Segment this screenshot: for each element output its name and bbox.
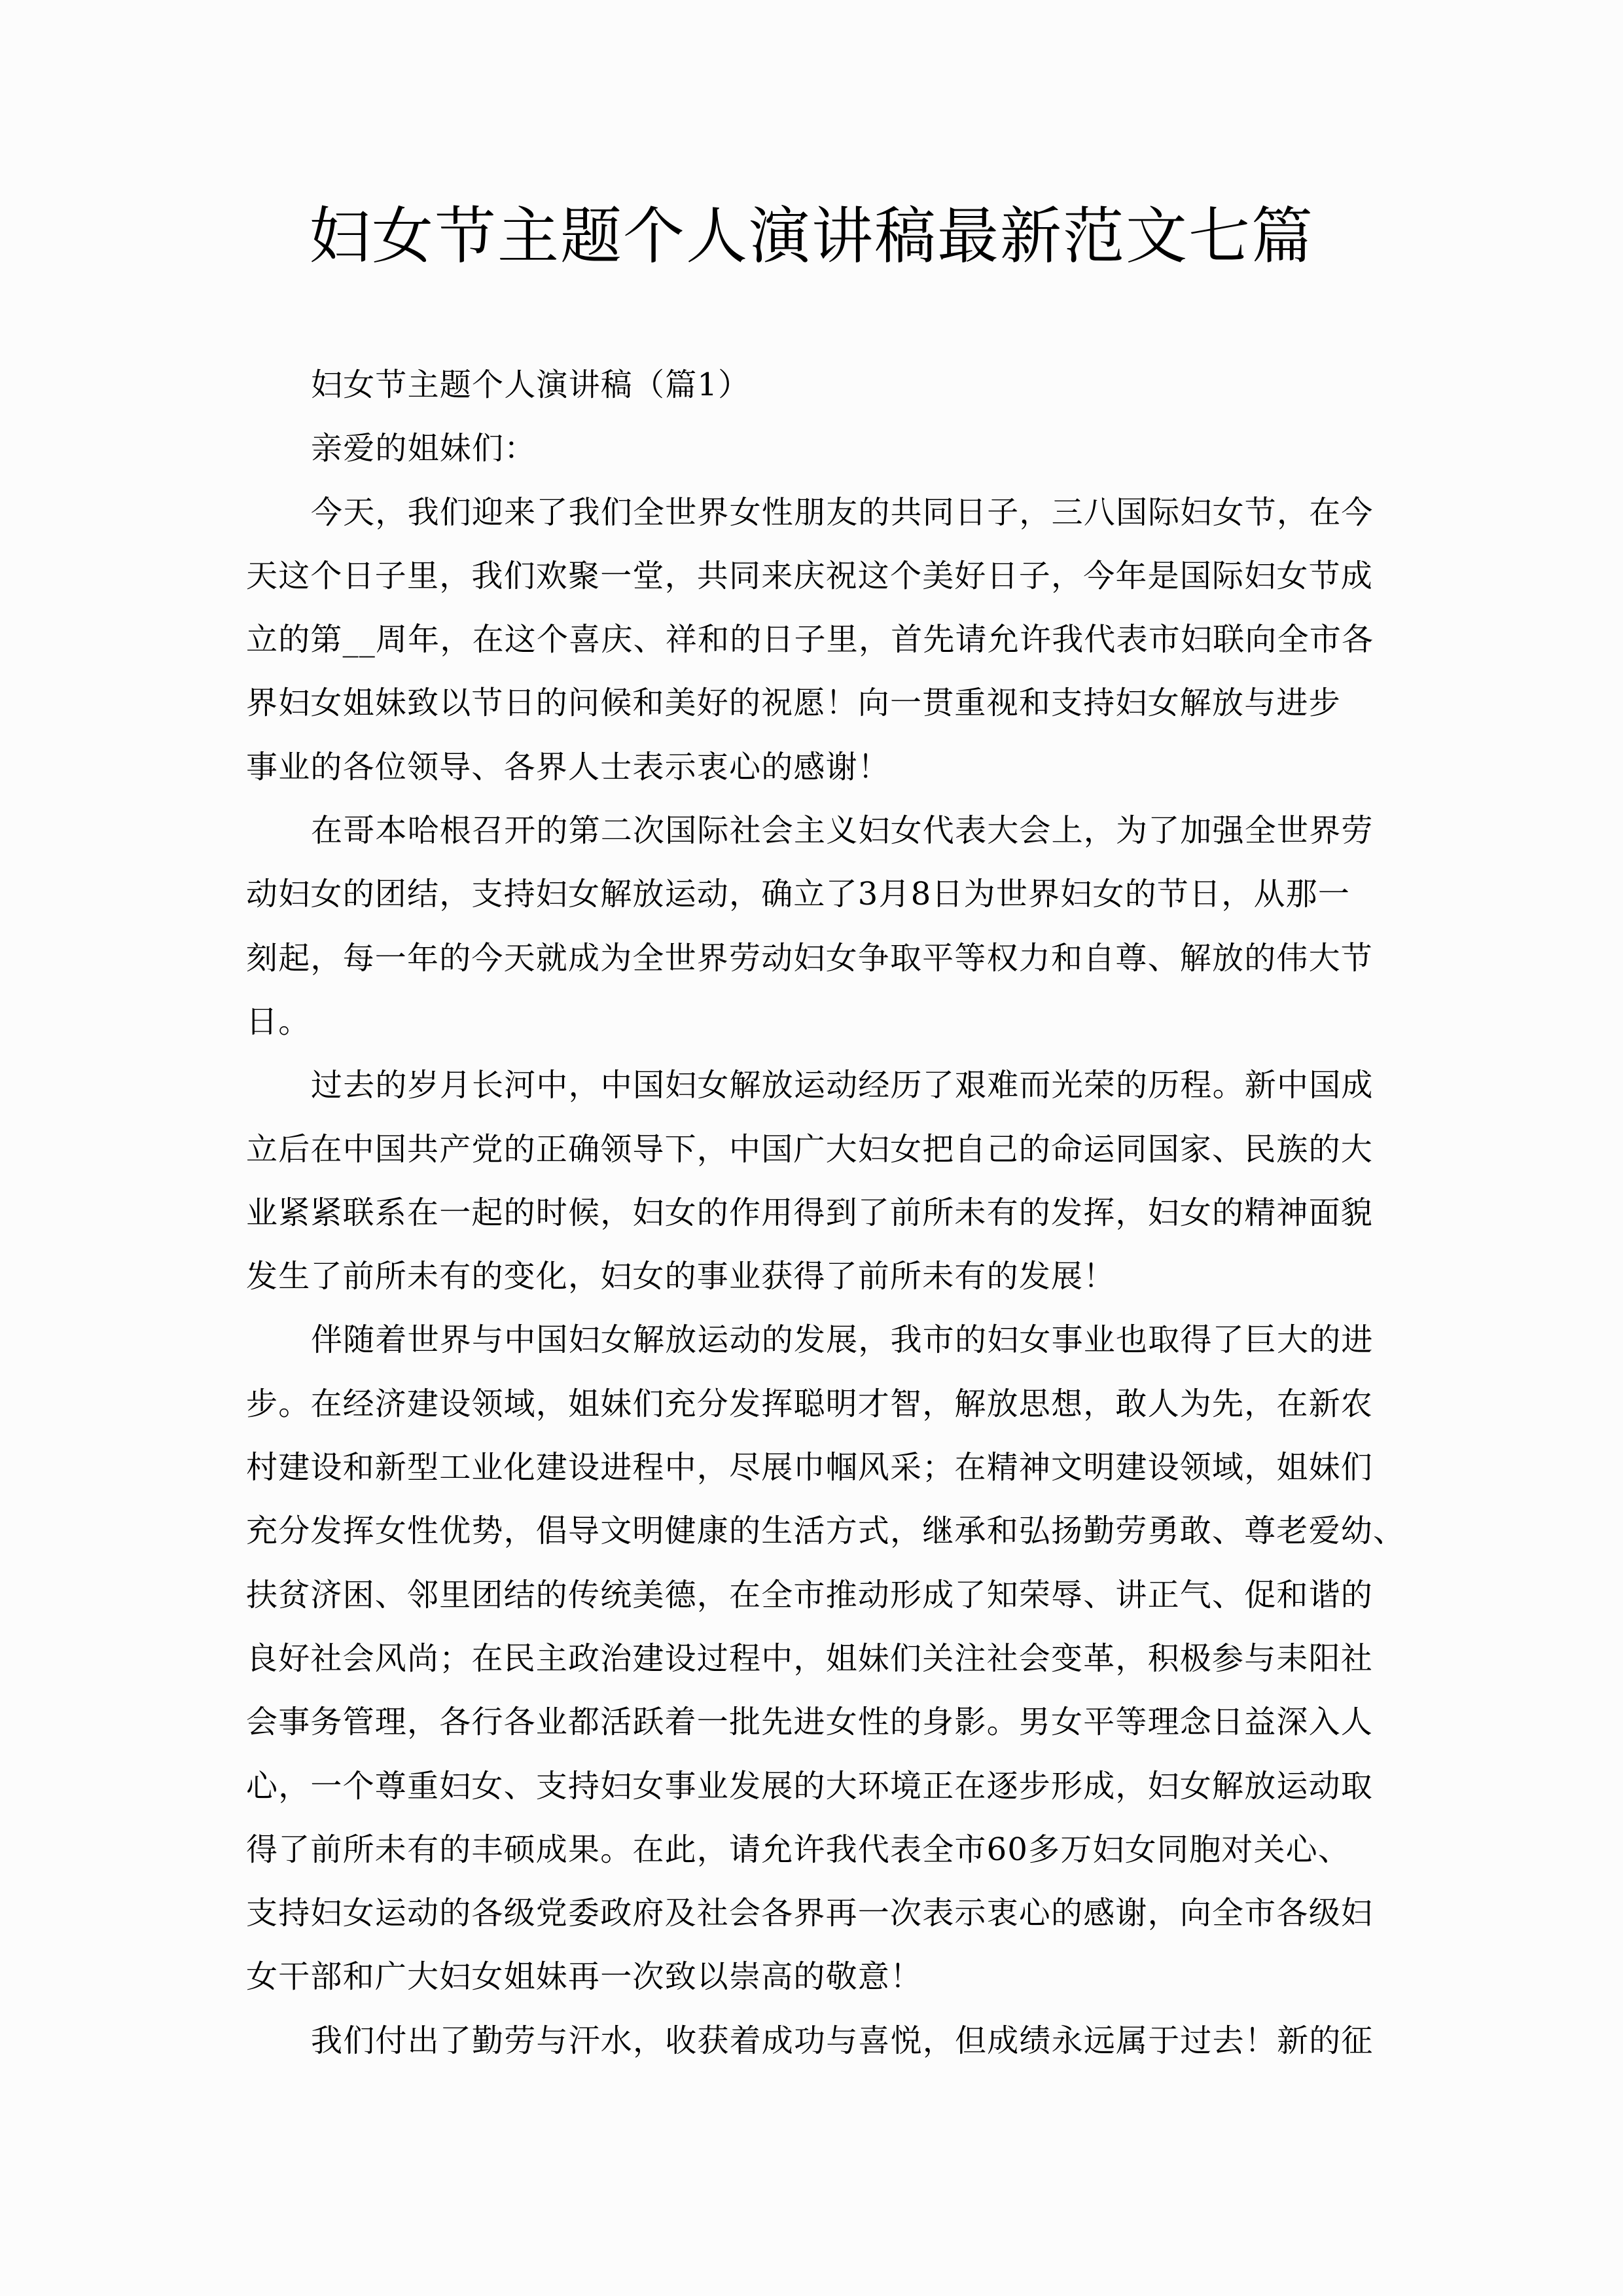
paragraph-line: 立后在中国共产党的正确领导下，中国广大妇女把自己的命运同国家、民族的大 [246, 1130, 1374, 1168]
paragraph-line: 过去的岁月长河中，中国妇女解放运动经历了艰难而光荣的历程。新中国成 [311, 1067, 1374, 1104]
paragraph-line: 得了前所未有的丰硕成果。在此，请允许我代表全市60多万妇女同胞对关心、 [246, 1831, 1351, 1868]
paragraph-4 [246, 1308, 1406, 2009]
paragraph-line: 我们付出了勤劳与汗水，收获着成功与喜悦，但成绩永远属于过去！新的征 [311, 2022, 1374, 2059]
paragraph-line: 立的第__周年，在这个喜庆、祥和的日子里，首先请允许我代表市妇联向全市各 [246, 621, 1374, 658]
document-title: 妇女节主题个人演讲稿最新范文七篇 [308, 201, 1314, 272]
paragraph-line: 充分发挥女性优势，倡导文明健康的生活方式，继承和弘扬勤劳勇敢、尊老爱幼、 [246, 1513, 1406, 1550]
paragraph-line: 事业的各位领导、各界人士表示衷心的感谢！ [246, 748, 891, 785]
paragraph-line: 日。 [246, 1003, 311, 1040]
paragraph-2 [246, 799, 1378, 1054]
paragraph-line: 心，一个尊重妇女、支持妇女事业发展的大环境正在逐步形成，妇女解放运动取 [246, 1767, 1374, 1804]
paragraph-line: 会事务管理，各行各业都活跃着一批先进女性的身影。男女平等理念日益深入人 [246, 1704, 1374, 1741]
paragraph-line: 良好社会风尚；在民主政治建设过程中，姐妹们关注社会变革，积极参与耒阳社 [246, 1640, 1374, 1677]
paragraph-line: 界妇女姐妹致以节日的问候和美好的祝愿！向一贯重视和支持妇女解放与进步 [246, 685, 1341, 722]
salutation: 亲爱的姐妹们： [311, 430, 537, 467]
paragraph-line: 发生了前所未有的变化，妇女的事业获得了前所未有的发展！ [246, 1258, 1116, 1295]
paragraph-line: 动妇女的团结，支持妇女解放运动，确立了3月8日为世界妇女的节日，从那一 [246, 876, 1351, 913]
paragraph-line: 女干部和广大妇女姐妹再一次致以崇高的敬意！ [246, 1958, 923, 1996]
paragraph-line: 扶贫济困、邻里团结的传统美德，在全市推动形成了知荣辱、讲正气、促和谐的 [246, 1576, 1374, 1613]
paragraph-line: 伴随着世界与中国妇女解放运动的发展，我市的妇女事业也取得了巨大的进 [311, 1321, 1374, 1359]
paragraph-1 [246, 481, 1378, 799]
paragraph-5 [246, 2009, 1378, 2073]
paragraph-line: 支持妇女运动的各级党委政府及社会各界再一次表示衷心的感谢，向全市各级妇 [246, 1895, 1374, 1932]
paragraph-line: 今天，我们迎来了我们全世界女性朋友的共同日子，三八国际妇女节，在今 [311, 493, 1374, 531]
paragraph-3 [246, 1054, 1378, 1308]
document-body [246, 353, 1406, 2073]
paragraph-line: 业紧紧联系在一起的时候，妇女的作用得到了前所未有的发挥，妇女的精神面貌 [246, 1194, 1374, 1231]
paragraph-line: 在哥本哈根召开的第二次国际社会主义妇女代表大会上，为了加强全世界劳 [311, 812, 1374, 850]
paragraph-line: 村建设和新型工业化建设进程中，尽展巾帼风采；在精神文明建设领域，姐妹们 [246, 1449, 1374, 1486]
paragraph-line: 天这个日子里，我们欢聚一堂，共同来庆祝这个美好日子，今年是国际妇女节成 [246, 557, 1374, 594]
section-heading: 妇女节主题个人演讲稿（篇1） [311, 367, 751, 403]
paragraph-line: 刻起，每一年的今天就成为全世界劳动妇女争取平等权力和自尊、解放的伟大节 [246, 939, 1374, 977]
paragraph-line: 步。在经济建设领域，姐妹们充分发挥聪明才智，解放思想，敢人为先，在新农 [246, 1385, 1374, 1422]
